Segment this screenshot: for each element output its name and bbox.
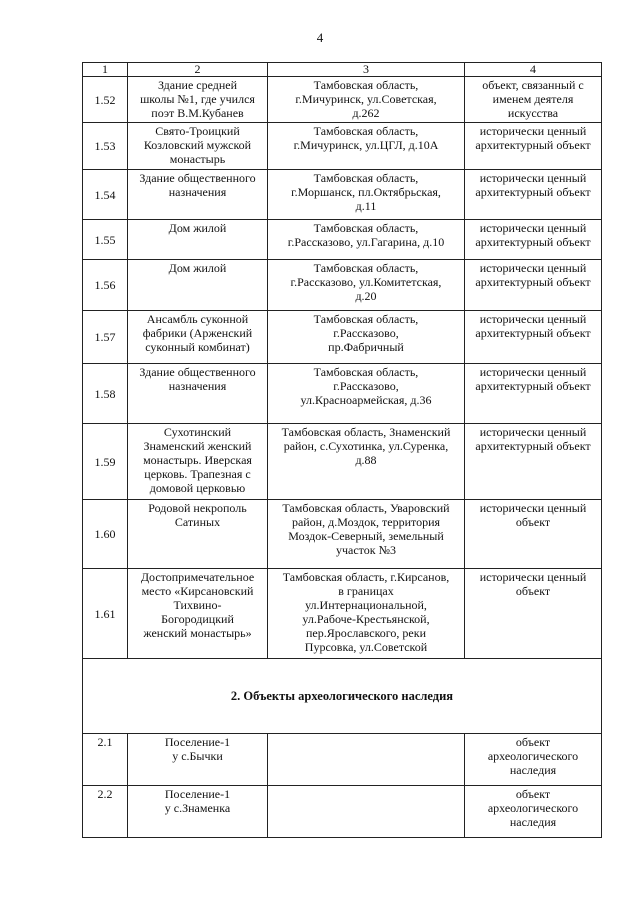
object-category: объект, связанный с именем деятеля искусства <box>465 77 602 123</box>
object-address: Тамбовская область, Уваровский район, д.Моздок, территория Моздок-Северный, земельный участок №3 <box>268 500 465 569</box>
row-number: 1.61 <box>83 569 128 659</box>
row-number: 1.53 <box>83 123 128 170</box>
row-number: 1.58 <box>83 364 128 424</box>
object-address: Тамбовская область, г.Рассказово, ул.Комитетская, д.20 <box>268 260 465 311</box>
row-number: 2.1 <box>83 734 128 786</box>
column-header-1: 1 <box>83 63 128 77</box>
row-number: 1.59 <box>83 424 128 500</box>
row-number: 1.56 <box>83 260 128 311</box>
object-category: исторически ценный архитектурный объект <box>465 123 602 170</box>
object-category: исторически ценный архитектурный объект <box>465 260 602 311</box>
object-address <box>268 734 465 786</box>
object-address: Тамбовская область, г.Рассказово, ул.Гагарина, д.10 <box>268 220 465 260</box>
object-category: объект археологического наследия <box>465 734 602 786</box>
object-address: Тамбовская область, г.Кирсанов, в границах ул.Интернациональной, ул.Рабоче-Крестьянской, пер.Ярославского, реки Пурсовка, ул.Советской <box>268 569 465 659</box>
row-number: 1.52 <box>83 77 128 123</box>
object-name: Здание общественного назначения <box>128 170 268 220</box>
object-name: Здание средней школы №1, где учился поэт В.М.Кубанев <box>128 77 268 123</box>
table-row <box>83 424 602 500</box>
table-row <box>83 786 602 838</box>
table-row <box>83 220 602 260</box>
column-header-3: 3 <box>268 63 465 77</box>
row-number: 2.2 <box>83 786 128 838</box>
object-address: Тамбовская область, г.Мичуринск, ул.ЦГЛ, д.10А <box>268 123 465 170</box>
table-header-row <box>83 63 602 77</box>
object-address: Тамбовская область, г.Моршанск, пл.Октябрьская, д.11 <box>268 170 465 220</box>
object-address <box>268 786 465 838</box>
table-row <box>83 170 602 220</box>
table-row <box>83 77 602 123</box>
object-name: Дом жилой <box>128 260 268 311</box>
table-row <box>83 569 602 659</box>
object-address: Тамбовская область, г.Мичуринск, ул.Советская, д.262 <box>268 77 465 123</box>
object-name: Ансамбль суконной фабрики (Арженский суконный комбинат) <box>128 311 268 364</box>
page-number: 4 <box>316 30 324 45</box>
table-row <box>83 734 602 786</box>
row-number: 1.57 <box>83 311 128 364</box>
table-row <box>83 123 602 170</box>
object-category: исторически ценный архитектурный объект <box>465 220 602 260</box>
object-category: исторически ценный архитектурный объект <box>465 424 602 500</box>
object-name: Здание общественного назначения <box>128 364 268 424</box>
object-category: исторически ценный объект <box>465 569 602 659</box>
object-name: Достопримечательное место «Кирсановский Тихвино- Богородицкий женский монастырь» <box>128 569 268 659</box>
object-name: Дом жилой <box>128 220 268 260</box>
object-category: исторически ценный объект <box>465 500 602 569</box>
object-category: исторически ценный архитектурный объект <box>465 311 602 364</box>
object-name: Поселение-1 у с.Знаменка <box>128 786 268 838</box>
table-row <box>83 260 602 311</box>
column-header-2: 2 <box>128 63 268 77</box>
heritage-objects-table <box>82 62 602 838</box>
table-row <box>83 500 602 569</box>
object-address: Тамбовская область, г.Рассказово, ул.Красноармейская, д.36 <box>268 364 465 424</box>
row-number: 1.60 <box>83 500 128 569</box>
object-name: Поселение-1 у с.Бычки <box>128 734 268 786</box>
object-category: исторически ценный архитектурный объект <box>465 364 602 424</box>
section-row <box>83 659 602 734</box>
object-category: исторически ценный архитектурный объект <box>465 170 602 220</box>
column-header-4: 4 <box>465 63 602 77</box>
table-row <box>83 364 602 424</box>
object-category: объект археологического наследия <box>465 786 602 838</box>
object-name: Свято-Троицкий Козловский мужской монастырь <box>128 123 268 170</box>
row-number: 1.55 <box>83 220 128 260</box>
object-address: Тамбовская область, г.Рассказово, пр.Фабричный <box>268 311 465 364</box>
row-number: 1.54 <box>83 170 128 220</box>
table-row <box>83 311 602 364</box>
object-address: Тамбовская область, Знаменский район, с.Сухотинка, ул.Суренка, д.88 <box>268 424 465 500</box>
object-name: Родовой некрополь Сатиных <box>128 500 268 569</box>
object-name: Сухотинский Знаменский женский монастырь. Иверская церковь. Трапезная с домовой церковью <box>128 424 268 500</box>
section-title: 2. Объекты археологического наследия <box>83 659 602 734</box>
